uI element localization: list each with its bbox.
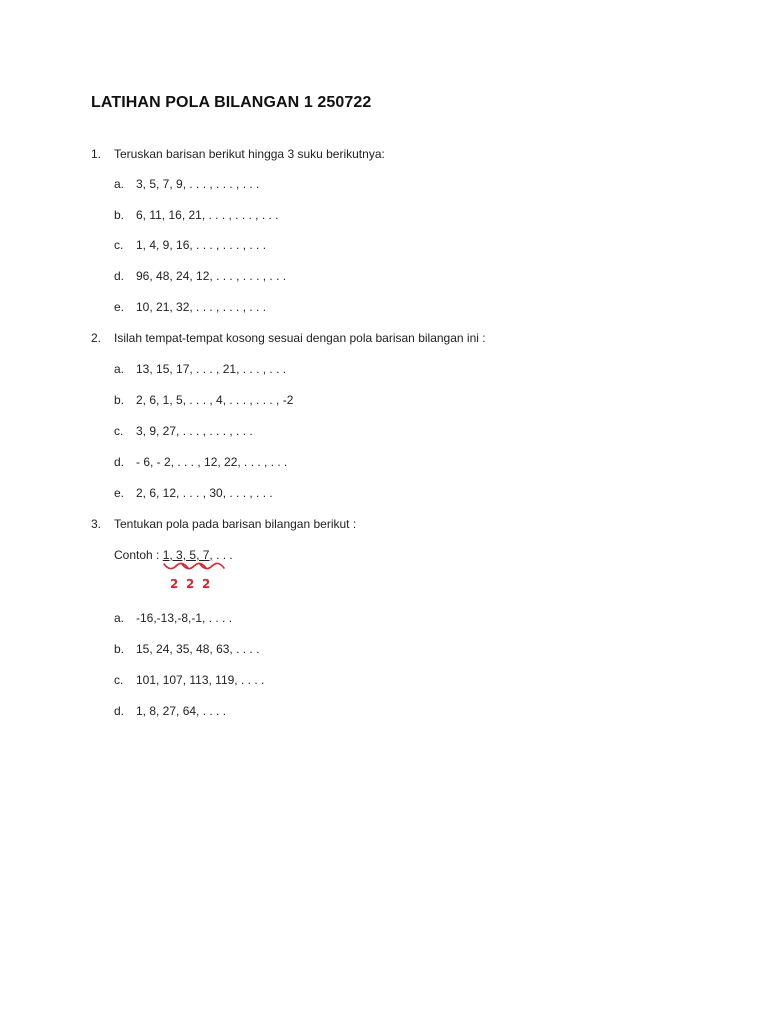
difference-label: 2 [186,577,195,591]
item-letter: b. [114,208,125,222]
item-letter: c. [114,238,124,252]
item-letter: d. [114,455,125,469]
example-tail: . . . [212,548,233,562]
item-sequence: 101, 107, 113, 119, . . . . [136,673,265,687]
example-label: Contoh : [114,548,160,562]
item-letter: a. [114,177,125,191]
item-letter: a. [114,362,125,376]
example-difference-annotation [160,560,230,592]
item-letter: b. [114,393,125,407]
item-letter: e. [114,486,125,500]
item-letter: e. [114,300,125,314]
item-sequence: 96, 48, 24, 12, . . . , . . . , . . . [136,269,287,283]
item-letter: d. [114,704,125,718]
question-text: Isilah tempat-tempat kosong sesuai dengan pola barisan bilangan ini : [114,331,486,345]
item-letter: c. [114,673,124,687]
item-sequence: 13, 15, 17, . . . , 21, . . . , . . . [136,362,287,376]
item-sequence: 15, 24, 35, 48, 63, . . . . [136,642,260,656]
item-letter: d. [114,269,125,283]
question-number: 1. [91,147,102,161]
page-title: LATIHAN POLA BILANGAN 1 250722 [91,94,372,111]
item-sequence: 3, 9, 27, . . . , . . . , . . . [136,424,253,438]
difference-label: 2 [170,577,179,591]
item-letter: c. [114,424,124,438]
question-number: 3. [91,517,102,531]
item-sequence: 1, 4, 9, 16, . . . , . . . , . . . [136,238,267,252]
question-number: 2. [91,331,102,345]
item-sequence: 1, 8, 27, 64, . . . . [136,704,227,718]
item-letter: b. [114,642,125,656]
item-sequence: 2, 6, 12, . . . , 30, . . . , . . . [136,486,273,500]
item-sequence: 3, 5, 7, 9, . . . , . . . , . . . [136,177,260,191]
question-text: Tentukan pola pada barisan bilangan berikut : [114,517,357,531]
example-sequence: 1, 3, 5, 7, [162,548,213,562]
item-letter: a. [114,611,125,625]
item-sequence: - 6, - 2, . . . , 12, 22, . . . , . . . [136,455,288,469]
question-text: Teruskan barisan berikut hingga 3 suku berikutnya: [114,147,385,161]
item-sequence: 10, 21, 32, . . . , . . . , . . . [136,300,267,314]
item-sequence: 2, 6, 1, 5, . . . , 4, . . . , . . . , -2 [136,393,294,407]
item-sequence: 6, 11, 16, 21, . . . , . . . , . . . [136,208,279,222]
item-sequence: -16,-13,-8,-1, . . . . [136,611,233,625]
difference-label: 2 [202,577,211,591]
